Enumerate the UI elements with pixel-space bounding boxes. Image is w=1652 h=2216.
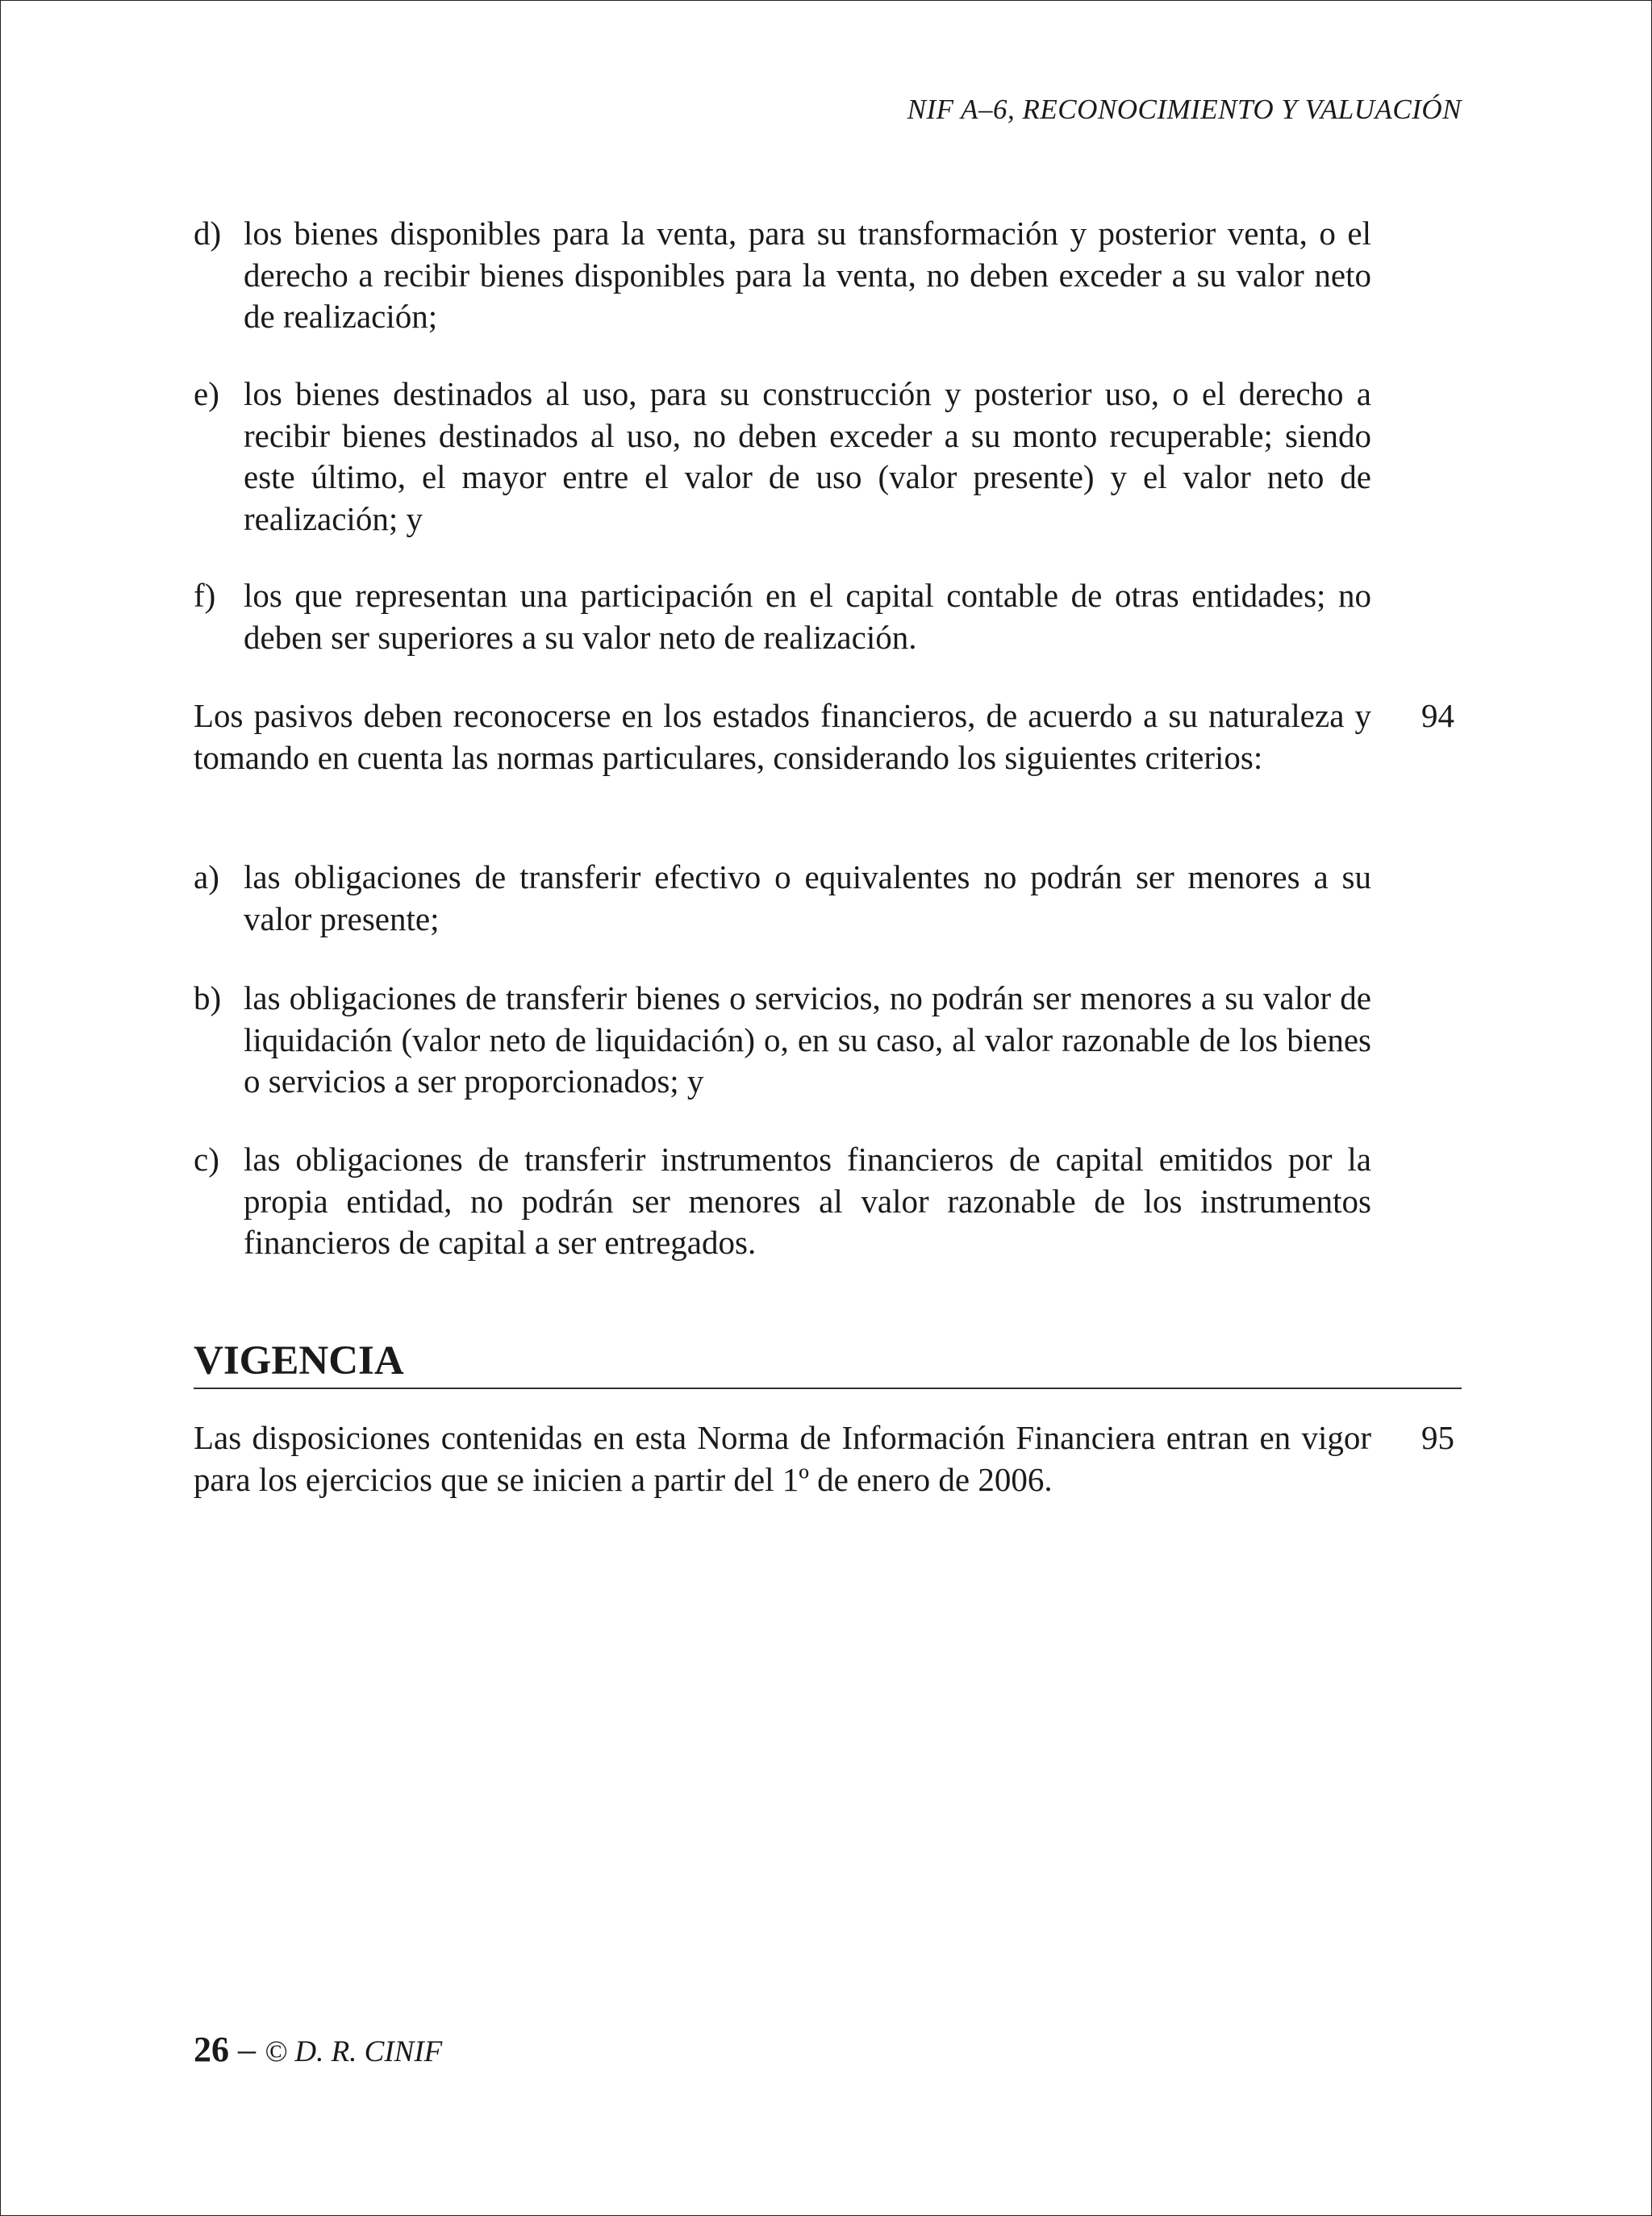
list-text: las obligaciones de transferir instrumentos financieros de capital emitidos por la propia entidad, no podrán ser menores al valor razonable de los instrumentos financieros de capital a ser entregados. (244, 1141, 1371, 1261)
running-header: NIF A–6, RECONOCIMIENTO Y VALUACIÓN (907, 94, 1462, 125)
list-item-b (194, 978, 1371, 1103)
list-label: d) (194, 215, 222, 252)
list-item-e (194, 374, 1371, 540)
paragraph-95: Las disposiciones contenidas en esta Norma de Información Financiera entran en vigor para los ejercicios que se inicien a partir del 1º de enero de 2006. (194, 1419, 1371, 1498)
page-number: 26 (194, 2030, 229, 2069)
list-item-d (194, 213, 1371, 338)
list-text: los que representan una participación en el capital contable de otras entidades; no deben ser superiores a su valor neto de realización. (244, 577, 1371, 656)
section-heading: VIGENCIA (194, 1338, 404, 1383)
footer-separator: – (229, 2030, 265, 2069)
list-text: los bienes disponibles para la venta, para su transformación y posterior venta, o el derecho a recibir bienes disponibles para la venta, no deben exceder a su valor neto de realización; (244, 215, 1371, 335)
paragraph-number-94: 94 (1421, 697, 1454, 734)
list-item-a (194, 857, 1371, 940)
list-text: los bienes destinados al uso, para su construcción y posterior uso, o el derecho a recibir bienes destinados al uso, no deben exceder a su monto recuperable; siendo este último, el mayor entre el valor de uso (valor presente) y el valor neto de realización; y (244, 375, 1371, 537)
list-text: las obligaciones de transferir bienes o servicios, no podrán ser menores a su valor de liquidación (valor neto de liquidación) o, en su caso, al valor razonable de los bienes o servicios a ser proporcionados; y (244, 979, 1371, 1100)
list-label: c) (194, 1141, 219, 1178)
list-label: e) (194, 375, 219, 412)
list-item-f (194, 575, 1371, 658)
list-item-c (194, 1139, 1371, 1264)
list-label: b) (194, 979, 222, 1016)
list-text: las obligaciones de transferir efectivo o equivalentes no podrán ser menores a su valor presente; (244, 858, 1371, 937)
paragraph-94: Los pasivos deben reconocerse en los estados financieros, de acuerdo a su naturaleza y tomando en cuenta las normas particulares, considerando los siguientes criterios: (194, 697, 1371, 776)
footer-copyright: © D. R. CINIF (265, 2035, 443, 2068)
page-footer (194, 2028, 442, 2074)
paragraph-number-95: 95 (1421, 1419, 1454, 1456)
heading-rule (194, 1388, 1462, 1389)
list-label: f) (194, 577, 216, 614)
list-label: a) (194, 858, 219, 895)
